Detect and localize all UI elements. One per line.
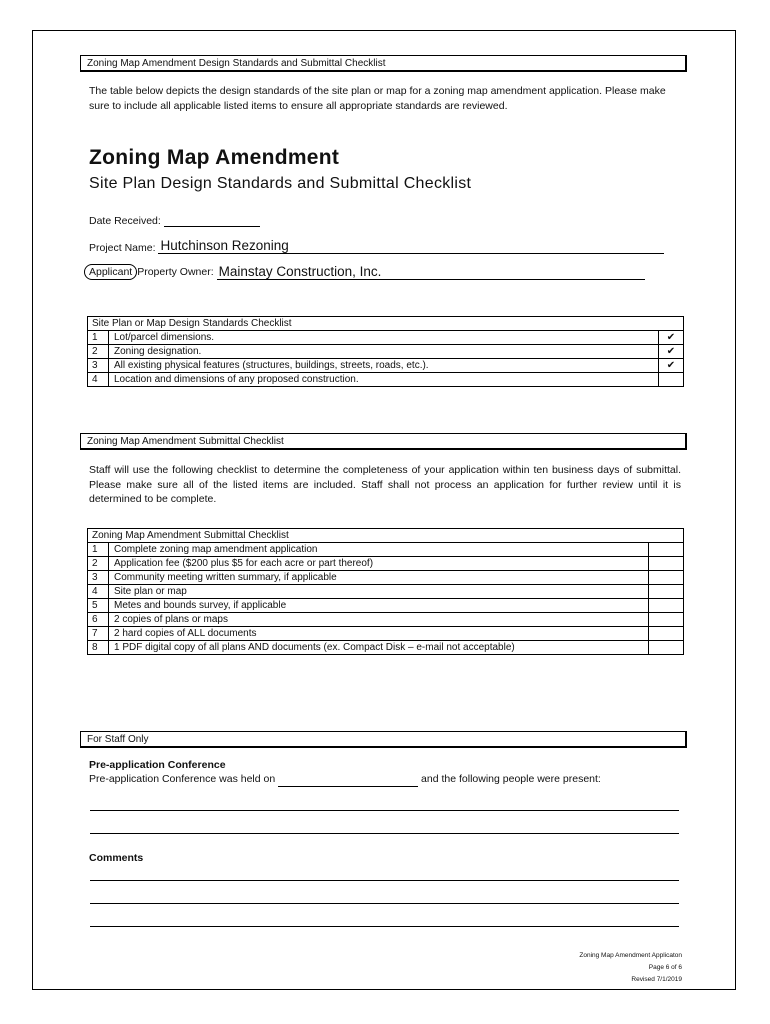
intro-paragraph: The table below depicts the design standards of the site plan or map for a zoning map amendment application. Please make sure to include all applicable listed items to ensure all appropriate standards are reviewed. — [89, 85, 666, 112]
table-row — [88, 571, 684, 585]
table-row — [88, 627, 684, 641]
submittal-intro-paragraph: Staff will use the following checklist to determine the completeness of your application within ten business days of submittal. Please make sure all of the listed items are included. Staff shall not process an application for further review until it is determined to be complete. — [89, 464, 681, 505]
applicant-circled-option[interactable] — [84, 264, 137, 280]
table-row — [88, 543, 684, 557]
row-number: 5 — [88, 599, 109, 613]
table-row — [88, 359, 684, 373]
property-owner-value: Mainstay Construction, Inc. — [218, 264, 382, 279]
row-number: 2 — [88, 345, 109, 359]
row-checkbox[interactable] — [659, 373, 684, 387]
preapp-date-field[interactable] — [278, 775, 418, 787]
project-name-label: Project Name: — [89, 242, 156, 254]
row-text: Metes and bounds survey, if applicable — [109, 599, 649, 613]
project-name-value: Hutchinson Rezoning — [160, 238, 289, 253]
row-number: 2 — [88, 557, 109, 571]
date-received-label: Date Received: — [89, 215, 161, 227]
table-row — [88, 641, 684, 655]
row-checkbox[interactable]: ✔ — [659, 345, 684, 359]
submittal-checklist-table — [87, 528, 684, 655]
row-number: 4 — [88, 585, 109, 599]
table-row — [88, 585, 684, 599]
table-row — [88, 373, 684, 387]
row-number: 7 — [88, 627, 109, 641]
page-title: Zoning Map Amendment — [89, 146, 340, 169]
attendees-line[interactable] — [90, 833, 679, 834]
property-owner-field[interactable] — [217, 264, 645, 280]
row-checkbox[interactable]: ✔ — [659, 331, 684, 345]
section-header-staff — [80, 731, 687, 748]
row-checkbox[interactable] — [649, 627, 684, 641]
comments-line[interactable] — [90, 903, 679, 904]
table-row — [88, 599, 684, 613]
preapp-heading: Pre-application Conference — [89, 759, 226, 771]
section-header-text: Zoning Map Amendment Design Standards and Submittal Checklist — [87, 58, 386, 69]
row-number: 1 — [88, 331, 109, 345]
row-number: 1 — [88, 543, 109, 557]
applicant-owner-row — [84, 264, 680, 280]
comments-heading: Comments — [89, 852, 144, 864]
table-row — [88, 613, 684, 627]
design-standards-table — [87, 316, 684, 387]
row-checkbox[interactable] — [649, 557, 684, 571]
section-header-text: For Staff Only — [87, 734, 149, 745]
row-text: Community meeting written summary, if applicable — [109, 571, 649, 585]
project-name-field[interactable] — [158, 238, 664, 254]
row-text: 2 copies of plans or maps — [109, 613, 649, 627]
design-table-header: Site Plan or Map Design Standards Checklist — [88, 317, 684, 331]
section-header-design-standards — [80, 55, 687, 72]
row-checkbox[interactable] — [649, 641, 684, 655]
row-text: Location and dimensions of any proposed construction. — [109, 373, 659, 387]
row-checkbox[interactable] — [649, 613, 684, 627]
row-text: 1 PDF digital copy of all plans AND documents (ex. Compact Disk – e-mail not acceptable) — [109, 641, 649, 655]
row-text: 2 hard copies of ALL documents — [109, 627, 649, 641]
page-subtitle: Site Plan Design Standards and Submittal Checklist — [89, 175, 472, 192]
comments-line[interactable] — [90, 880, 679, 881]
preapp-line — [89, 772, 681, 787]
project-name-row — [89, 238, 679, 254]
row-text: All existing physical features (structures, buildings, streets, roads, etc.). — [109, 359, 659, 373]
property-owner-label: Property Owner: — [137, 266, 214, 278]
footer-revision-date: Revised 7/1/2019 — [631, 976, 682, 983]
attendees-line[interactable] — [90, 810, 679, 811]
row-text: Lot/parcel dimensions. — [109, 331, 659, 345]
row-number: 8 — [88, 641, 109, 655]
applicant-label: Applicant — [89, 266, 133, 278]
table-row — [88, 331, 684, 345]
preapp-text-b: and the following people were present: — [421, 773, 601, 785]
footer-page-number: Page 6 of 6 — [648, 964, 682, 971]
row-checkbox[interactable] — [649, 571, 684, 585]
page-footer — [579, 950, 682, 986]
comments-line[interactable] — [90, 926, 679, 927]
row-text: Zoning designation. — [109, 345, 659, 359]
submittal-table-header: Zoning Map Amendment Submittal Checklist — [88, 529, 684, 543]
footer-doc-title: Zoning Map Amendment Applicaton — [579, 952, 682, 959]
table-row — [88, 345, 684, 359]
row-text: Site plan or map — [109, 585, 649, 599]
row-number: 3 — [88, 571, 109, 585]
row-number: 4 — [88, 373, 109, 387]
row-checkbox[interactable] — [649, 599, 684, 613]
page-border — [32, 30, 736, 990]
section-header-submittal — [80, 433, 687, 450]
table-row — [88, 557, 684, 571]
row-number: 3 — [88, 359, 109, 373]
section-header-text: Zoning Map Amendment Submittal Checklist — [87, 436, 284, 447]
row-text: Application fee ($200 plus $5 for each acre or part thereof) — [109, 557, 649, 571]
date-received-field[interactable] — [164, 214, 260, 227]
date-received-row — [89, 214, 260, 227]
row-text: Complete zoning map amendment application — [109, 543, 649, 557]
row-number: 6 — [88, 613, 109, 627]
row-checkbox[interactable] — [649, 585, 684, 599]
row-checkbox[interactable]: ✔ — [659, 359, 684, 373]
row-checkbox[interactable] — [649, 543, 684, 557]
preapp-text-a: Pre-application Conference was held on — [89, 773, 276, 785]
